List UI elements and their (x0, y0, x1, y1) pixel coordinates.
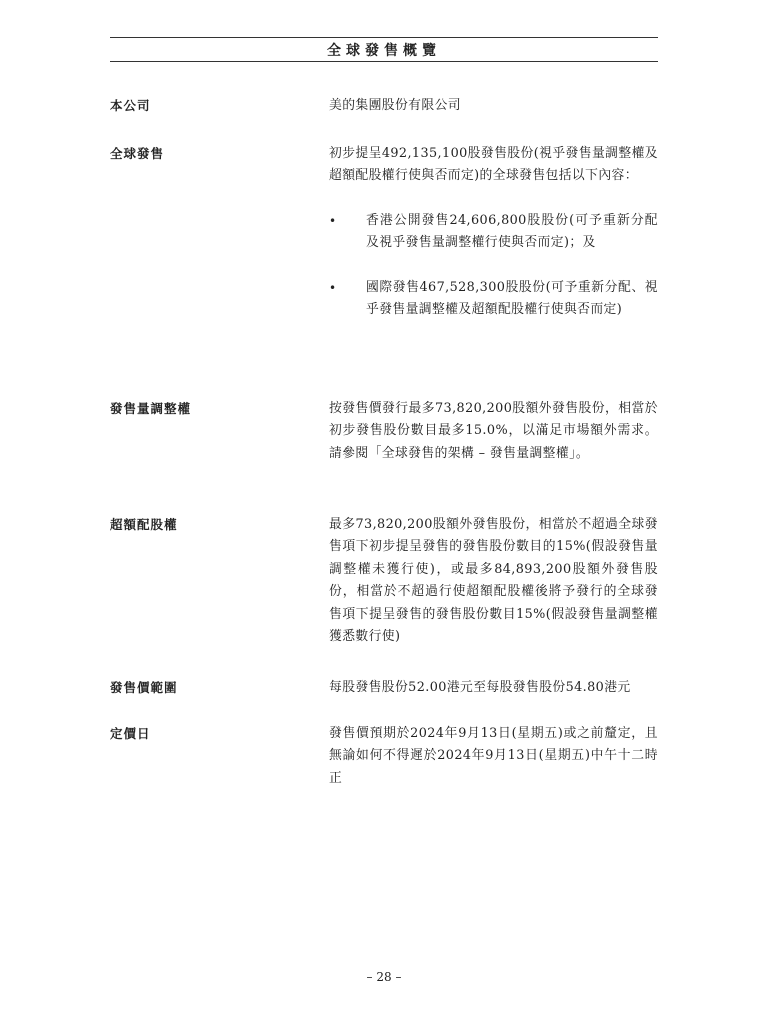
offering-bullet-list (329, 210, 658, 322)
row-value (329, 95, 658, 117)
list-item (329, 210, 658, 255)
row-text: 美的集團股份有限公司 (329, 98, 461, 113)
header-top-rule (110, 37, 658, 38)
row-value (329, 723, 658, 790)
row-text: 發售價預期於2024年9月13日(星期五)或之前釐定，且無論如何不得遲於2024年9月13日(星期五)中午十二時正 (329, 726, 658, 786)
row-label: 定價日 (110, 726, 151, 741)
row-value (329, 677, 658, 699)
bullet-text: 香港公開發售24,606,800股股份(可予重新分配及視乎發售量調整權行使與否而定)；及 (366, 212, 658, 251)
header-bottom-rule (110, 61, 658, 62)
row-value (329, 398, 658, 465)
page-number: – 28 – (366, 970, 402, 984)
row-value (329, 143, 658, 343)
page-title: 全球發售概覽 (327, 43, 441, 59)
row-label: 發售價範圍 (110, 680, 178, 695)
list-item (329, 277, 658, 322)
bullet-icon: • (329, 280, 337, 295)
row-text: 最多73,820,200股額外發售股份，相當於不超過全球發售項下初步提呈發售的發售股份數目的15%(假設發售量調整權未獲行使)，或最多84,893,200股額外發售股份，相當於不超過行使超額配股權後將予發行的全球發售項下提呈發售的發售股份數目15%(假設發售量調整權獲悉數行使) (329, 517, 658, 645)
row-text: 初步提呈492,135,100股發售股份(視乎發售量調整權及超額配股權行使與否而定)的全球發售包括以下內容： (329, 146, 658, 184)
row-label: 超額配股權 (110, 517, 178, 532)
row-label: 本公司 (110, 98, 151, 113)
row-label: 發售量調整權 (110, 401, 192, 416)
row-label: 全球發售 (110, 146, 165, 161)
bullet-text: 國際發售467,528,300股股份(可予重新分配、視乎發售量調整權及超額配股權行使與否而定) (366, 279, 658, 318)
bullet-icon: • (329, 213, 337, 228)
row-text: 每股發售股份52.00港元至每股發售股份54.80港元 (329, 680, 631, 695)
row-value (329, 514, 658, 648)
row-text: 按發售價發行最多73,820,200股額外發售股份，相當於初步發售股份數目最多15.0%，以滿足市場額外需求。請參閱「全球發售的架構 – 發售量調整權」。 (329, 401, 658, 461)
